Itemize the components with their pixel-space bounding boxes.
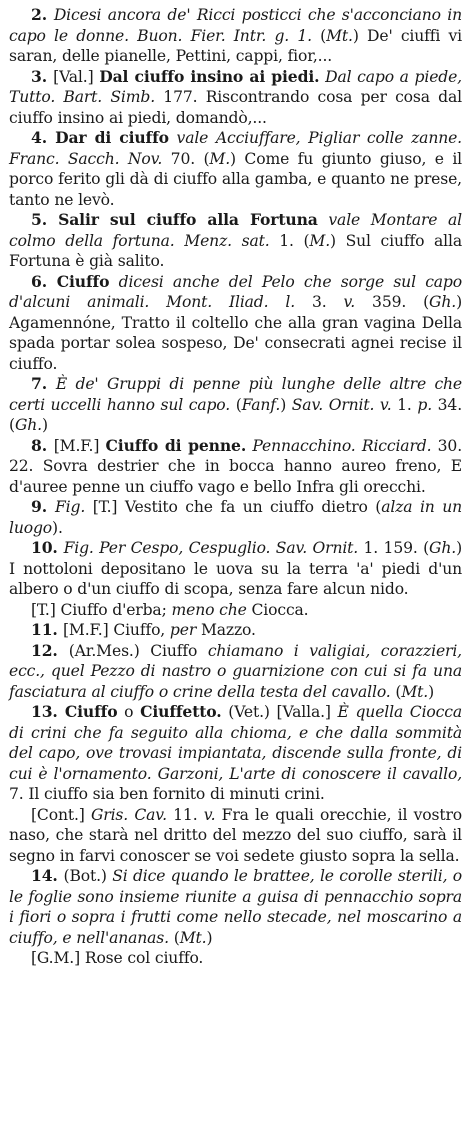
- text-run: ): [428, 682, 435, 701]
- entry-number: 13.: [31, 702, 65, 721]
- text-run: (: [168, 928, 180, 947]
- entry-number: 12.: [31, 640, 69, 660]
- text-run: ) De' ciuffi vi saran, delle pianelle, Pettini, cappi, fior,...: [9, 26, 462, 65]
- entry-paragraph: [9, 374, 462, 436]
- entry-paragraph: [9, 641, 462, 703]
- italic-text: per: [169, 621, 197, 639]
- text-run: (: [311, 26, 327, 45]
- entry-paragraph: [9, 538, 462, 600]
- italic-text: Fanf.: [241, 395, 281, 414]
- italic-text: Fig. Per Cespo, Cespuglio. Sav. Ornit.: [63, 539, 359, 557]
- italic-text: Mt.: [179, 928, 207, 947]
- headword: Ciuffetto.: [140, 702, 222, 721]
- entry-number: 4.: [31, 128, 56, 147]
- entry-number: 8.: [31, 435, 54, 455]
- text-run: 70. (: [162, 149, 210, 168]
- entry-paragraph: [9, 620, 462, 641]
- italic-text: È quella Ciocca di crini che fa seguito alla chioma, e che dalla sommità del capo, ove trovasi impiantata, discende sulla fronte, di cui è l'ornamento. Garzoni, L'arte di conoscere il cavallo,: [9, 703, 462, 783]
- headword: Ciuffo: [64, 702, 118, 721]
- text-run: ) I nottoloni depositano le uova su la terra 'a' piedi d'un albero o d'un ciuffo di scopa, senza fare alcun nido.: [9, 539, 462, 598]
- italic-text: Gris. Cav.: [90, 805, 167, 824]
- text-run: [T.] Ciuffo d'erba;: [31, 600, 172, 619]
- headword: Dar di ciuffo: [55, 128, 169, 147]
- text-run: (Bot.): [63, 867, 113, 885]
- text-run: (: [390, 682, 402, 701]
- text-run: [M.F.] Ciuffo,: [62, 621, 170, 639]
- text-run: (Ar.Mes.) Ciuffo: [68, 641, 208, 660]
- text-run: [Val.]: [53, 67, 100, 86]
- italic-text: alza in un luogo: [9, 498, 463, 537]
- italic-text: Dicesi ancora de' Ricci posticci che s'acconciano in capo le donne. Buon. Fier. Intr. g. 1.: [9, 6, 463, 45]
- text-run: (Vet.) [Valla.]: [221, 703, 338, 721]
- italic-text: v.: [203, 805, 216, 824]
- text-run: 177. Riscontrando cosa per cosa dal ciuffo insino ai piedi, domandò,...: [9, 88, 462, 127]
- italic-text: M.: [309, 231, 331, 250]
- italic-text: p.: [417, 395, 433, 414]
- entry-number: 2.: [31, 5, 54, 24]
- italic-text: Mt.: [401, 682, 429, 701]
- italic-text: È de' Gruppi di penne più lunghe delle altre che certi uccelli hanno sul capo.: [9, 375, 462, 414]
- sub-entry-paragraph: [9, 805, 462, 867]
- entry-paragraph: [9, 210, 462, 272]
- text-run: 34. (: [9, 395, 462, 434]
- text-run: [Cont.]: [31, 805, 91, 824]
- italic-text: Pennacchino. Ricciard.: [246, 436, 432, 455]
- text-run: 3.: [295, 293, 344, 311]
- text-run: o: [117, 703, 141, 721]
- entry-number: 5.: [31, 210, 59, 229]
- text-run: ) Sul ciuffo alla Fortuna è già salito.: [9, 231, 462, 270]
- sub-entry-paragraph: [9, 948, 462, 969]
- italic-text: Sav. Ornit. v.: [291, 395, 392, 414]
- headword: Ciuffo: [56, 271, 110, 291]
- italic-text: v.: [343, 293, 356, 311]
- italic-text: vale Montare al colmo della fortuna. Menz. sat.: [9, 211, 462, 250]
- sub-entry-paragraph: [9, 600, 462, 621]
- entry-number: 7.: [31, 374, 56, 393]
- text-run: 7. Il ciuffo sia ben fornito di minuti crini.: [9, 785, 325, 803]
- italic-text: Dal capo a piede, Tutto. Bart. Simb.: [9, 67, 462, 106]
- headword: Salir sul ciuffo alla Fortuna: [58, 210, 318, 229]
- italic-text: Si dice quando le brattee, le corolle sterili, o le foglie sono insieme riunite a guisa di pennacchio sopra i fiori o sopra i frutti come nello stecade, nel moscarino a ciuffo, e nell'ananas.: [9, 867, 462, 947]
- entry-paragraph: [9, 5, 462, 67]
- entry-number: 14.: [31, 866, 64, 885]
- italic-text: Gh.: [14, 416, 42, 434]
- text-run: ) Come fu giunto giuso, e il porco ferito gli dà di ciuffo alla gamba, e quanto ne prese, tanto ne levò.: [9, 149, 462, 209]
- text-run: (: [230, 395, 242, 414]
- text-run: 1.: [391, 395, 418, 414]
- text-run: ): [280, 395, 292, 414]
- italic-text: Gh.: [429, 293, 457, 311]
- text-run: Fra le quali orecchie, il vostro naso, che starà nel dritto del mezzo del suo ciuffo, sarà il segno in farvi conoscer se voi sedete giusto sopra la sella.: [9, 805, 463, 865]
- entry-paragraph: [9, 436, 462, 498]
- headword: Dal ciuffo insino ai piedi.: [99, 66, 320, 86]
- entry-number: 10.: [31, 538, 64, 557]
- italic-text: dicesi anche del Pelo che sorge sul capo d'alcuni animali. Mont. Iliad. l.: [9, 272, 462, 311]
- text-run: 1. (: [269, 231, 310, 250]
- text-run: 1. 159. (: [358, 539, 430, 557]
- entry-paragraph: [9, 497, 462, 538]
- text-run: ): [41, 416, 48, 434]
- entry-number: 6.: [31, 271, 57, 291]
- entry-paragraph: [9, 67, 462, 129]
- text-run: ) Agamennóne, Tratto il coltello che alla gran vagina Della spada portar solea sospeso, De' consecrati agnei recise il ciuffo.: [9, 293, 462, 373]
- entry-paragraph: [9, 128, 462, 210]
- entry-paragraph: [9, 866, 462, 948]
- text-run: [M.F.]: [53, 436, 106, 455]
- text-run: ).: [52, 518, 63, 537]
- entry-number: 11.: [31, 620, 63, 639]
- text-run: Ciocca.: [246, 600, 309, 619]
- headword: Ciuffo di penne.: [105, 435, 247, 455]
- italic-text: Fig.: [55, 498, 86, 516]
- text-run: ): [206, 928, 213, 947]
- text-run: [G.M.] Rose col ciuffo.: [31, 949, 204, 967]
- text-run: 30. 22. Sovra destrier che in bocca hanno aureo freno, E d'auree penne un ciuffo vago e bello Infra gli orecchi.: [9, 436, 463, 496]
- italic-text: Gh.: [429, 539, 457, 557]
- italic-text: vale Acciuffare, Pigliar colle zanne. Franc. Sacch. Nov.: [9, 129, 462, 168]
- entry-paragraph: [9, 272, 462, 375]
- text-run: 359. (: [355, 293, 430, 311]
- text-run: Mazzo.: [196, 621, 256, 639]
- entry-number: 3.: [31, 66, 54, 86]
- italic-text: meno che: [171, 600, 247, 619]
- entry-paragraph: [9, 702, 462, 805]
- italic-text: Mt.: [326, 26, 353, 45]
- entry-number: 9.: [31, 497, 55, 516]
- italic-text: chiamano i valigiai, corazzieri, ecc., quel Pezzo di nastro o guarnizione con cui si fa una fasciatura al ciuffo o crine della testa del cavallo.: [9, 641, 462, 701]
- text-run: [T.] Vestito che fa un ciuffo dietro (: [85, 498, 382, 516]
- text-run: 11.: [166, 805, 204, 824]
- italic-text: M.: [209, 149, 231, 168]
